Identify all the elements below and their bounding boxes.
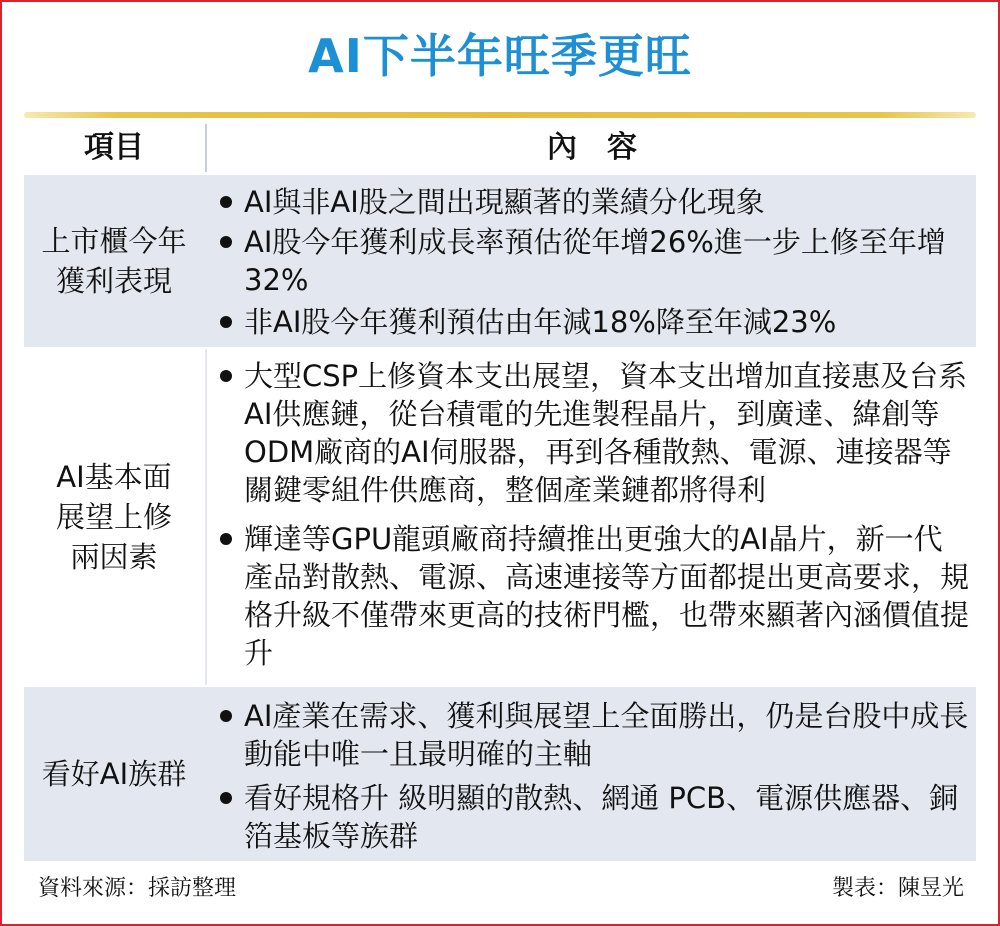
row-label-line: 上市櫃今年	[41, 224, 187, 258]
title-rule	[24, 112, 976, 118]
row-label-line: AI基本面	[56, 460, 172, 494]
list-item	[220, 357, 970, 509]
header-divider	[205, 124, 207, 172]
list-item	[220, 697, 970, 773]
row-divider	[205, 175, 207, 347]
row-label-line: 兩因素	[70, 540, 158, 574]
bullet-icon	[220, 710, 232, 722]
author-note: 製表：陳昱光	[831, 876, 964, 901]
list-item	[220, 303, 970, 341]
header-content: 內 容	[547, 130, 637, 165]
row-label	[24, 175, 204, 347]
list-item	[220, 520, 970, 672]
list-item	[220, 779, 970, 855]
list-item	[220, 183, 970, 221]
bullet-text: AI與非AI股之間出現顯著的業績分化現象	[244, 185, 765, 219]
list-item	[220, 223, 970, 299]
row-label	[24, 687, 204, 861]
bullet-text: 大型CSP上修資本支出展望，資本支出增加直接惠及台系AI供應鏈，從台積電的先進製程晶片，到廣達、緯創等ODM廠商的AI伺服器，再到各種散熱、電源、連接器等關鍵零組件供應商，整個產業鏈都將得利	[244, 359, 968, 507]
bullet-icon	[220, 316, 232, 328]
row-label	[24, 349, 204, 685]
row-divider	[205, 349, 207, 685]
bullet-icon	[220, 533, 232, 545]
source-note: 資料來源：採訪整理	[38, 876, 237, 901]
bullet-text: AI股今年獲利成長率預估從年增26%進一步上修至年增32%	[244, 225, 946, 297]
bullet-text: 非AI股今年獲利預估由年減18%降至年減23%	[244, 305, 837, 339]
row-divider	[205, 687, 207, 861]
row-label-line: 展望上修	[55, 500, 172, 534]
bullet-text: 輝達等GPU龍頭廠商持續推出更強大的AI晶片，新一代產品對散熱、電源、高速連接等方面都提出更高要求，規格升級不僅帶來更高的技術門檻，也帶來顯著內涵價值提升	[244, 522, 970, 670]
bullet-icon	[220, 196, 232, 208]
page-title: AI下半年旺季更旺	[308, 29, 692, 83]
bullet-icon	[220, 792, 232, 804]
bullet-icon	[220, 370, 232, 382]
row-label-line: 看好AI族群	[41, 757, 187, 791]
bullet-text: AI產業在需求、獲利與展望上全面勝出，仍是台股中成長動能中唯一且最明確的主軸	[244, 699, 969, 771]
header-item: 項目	[84, 130, 144, 165]
bullet-text: 看好規格升 級明顯的散熱、網通 PCB、電源供應器、銅箔基板等族群	[244, 781, 959, 853]
row-label-line: 獲利表現	[55, 264, 172, 298]
bullet-icon	[220, 236, 232, 248]
